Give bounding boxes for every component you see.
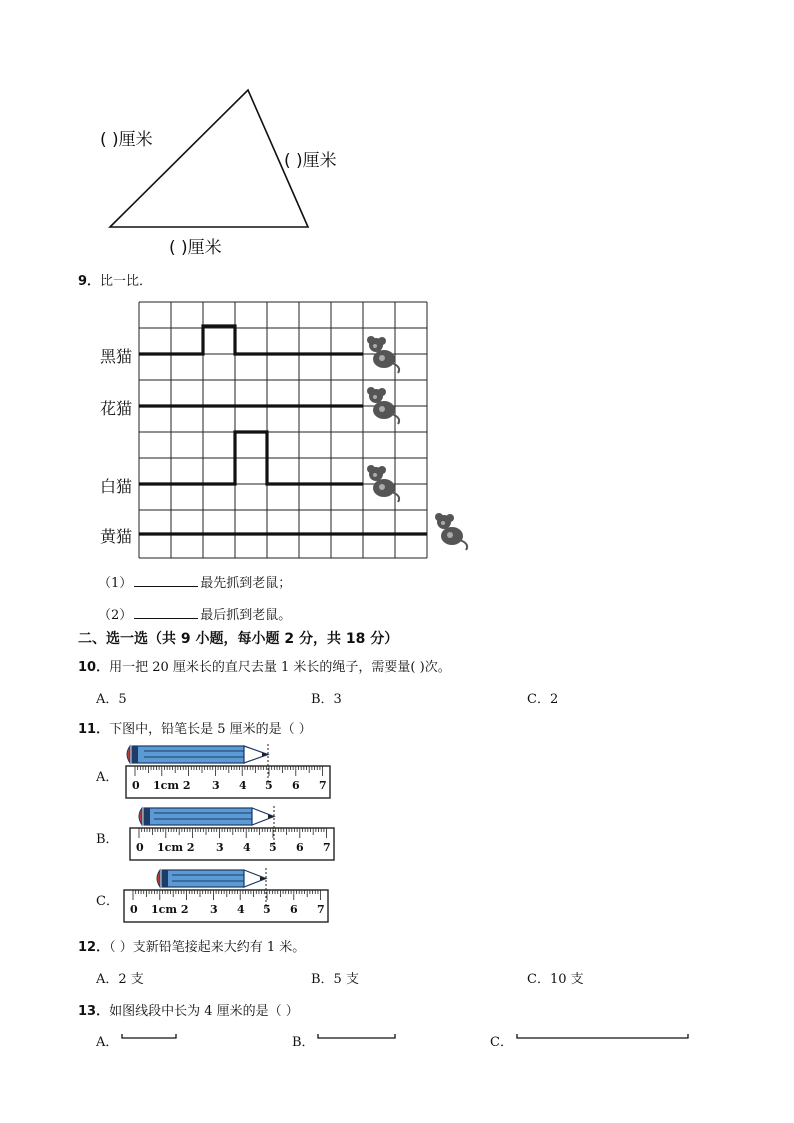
cat-label-spotted: 花猫 [100,399,133,418]
segment-a [122,1034,176,1038]
question-13: 13．如图线段中长为 4 厘米的是（ ） [78,1004,299,1019]
cat-label-white: 白猫 [100,477,133,496]
q12-option-b[interactable]: B．5 支 [311,972,359,987]
triangle-bottom-side-label: ( )厘米 [169,238,222,258]
cat-label-black: 黑猫 [100,347,133,366]
cat-label-yellow: 黄猫 [100,527,133,546]
section-2-title: 二、选一选（共 9 小题，每小题 2 分，共 18 分） [78,631,399,647]
question-text: 比一比． [100,274,153,289]
q11-option-a[interactable]: A． [96,770,119,785]
question-number: 9． [78,274,101,289]
q11-option-c[interactable]: C． [96,894,119,909]
question-10: 10．用一把 20 厘米长的直尺去量 1 米长的绳子，需要量( )次。 [78,660,451,675]
question-11: 11．下图中，铅笔长是 5 厘米的是（ ） [78,722,312,737]
q10-option-c[interactable]: C．2 [527,692,559,707]
q13-option-c[interactable]: C． [490,1035,513,1050]
segment-c [517,1034,688,1038]
q9-subquestion-2: （2） 最后抓到老鼠。 [98,608,292,623]
q12-option-c[interactable]: C．10 支 [527,972,584,987]
triangle-right-side-label: ( )厘米 [284,151,337,171]
question-12: 12．（ ）支新铅笔接起来大约有 1 米。 [78,940,306,955]
q10-option-a[interactable]: A．5 [96,692,127,707]
q10-option-b[interactable]: B．3 [311,692,342,707]
q12-option-a[interactable]: A．2 支 [96,972,144,987]
q13-option-b[interactable]: B． [292,1035,315,1050]
segment-b [318,1034,395,1038]
q13-option-a[interactable]: A． [96,1035,119,1050]
q11-option-b[interactable]: B． [96,832,119,847]
q9-subquestion-1: （1） 最先抓到老鼠； [98,576,292,591]
triangle-left-side-label: ( )厘米 [100,130,153,150]
